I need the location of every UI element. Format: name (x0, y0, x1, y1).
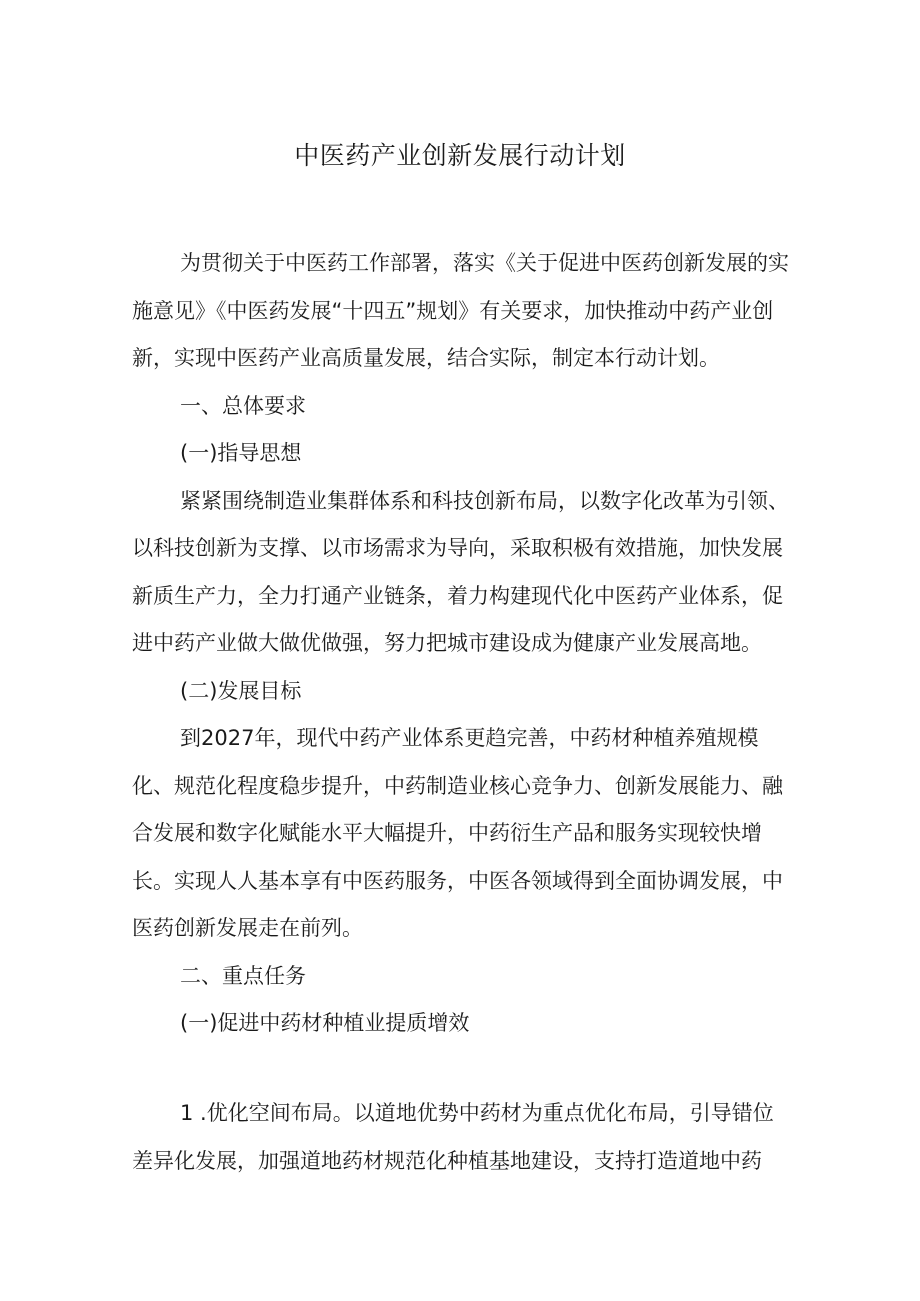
document-body (132, 240, 792, 1048)
development-goals-paragraph: 到2027年，现代中药产业体系更趋完善，中药材种植养殖规模化、规范化程度稳步提升，中药制造业核心竞争力、创新发展能力、融合发展和数字化赋能水平大幅提升，中药衍生产品和服务实现较快增长。实现人人基本享有中医药服务，中医各领域得到全面协调发展，中医药创新发展走在前列。 (132, 726, 783, 940)
section-heading-key-tasks: 二、重点任务 (180, 963, 306, 988)
document-title: 中医药产业创新发展行动计划 (294, 141, 626, 170)
guiding-ideology-paragraph: 紧紧围绕制造业集群体系和科技创新布局，以数字化改革为引领、以科技创新为支撑、以市场需求为导向，采取积极有效措施，加快发展新质生产力，全力打通产业链条，着力构建现代化中医药产业体系，促进中药产业做大做优做强，努力把城市建设成为健康产业发展高地。 (132, 488, 789, 655)
section-heading-general-requirements: 一、总体要求 (180, 393, 306, 418)
subsection-heading-guiding-ideology: (一)指导思想 (180, 441, 302, 465)
subsection-heading-development-goals: (二)发展目标 (180, 678, 302, 703)
document-body-continued (132, 1090, 792, 1185)
task-item-paragraph: 1 .优化空间布局。以道地优势中药材为重点优化布局，引导错位差异化发展，加强道地药材规范化种植基地建设，支持打造道地中药 (132, 1101, 774, 1173)
subsection-heading-planting-quality: (一)促进中药材种植业提质增效 (180, 1011, 470, 1035)
intro-paragraph: 为贯彻关于中医药工作部署，落实《关于促进中医药创新发展的实施意见》《中医药发展“十四五”规划》有关要求，加快推动中药产业创新，实现中医药产业高质量发展，结合实际，制定本行动计划。 (132, 251, 789, 370)
